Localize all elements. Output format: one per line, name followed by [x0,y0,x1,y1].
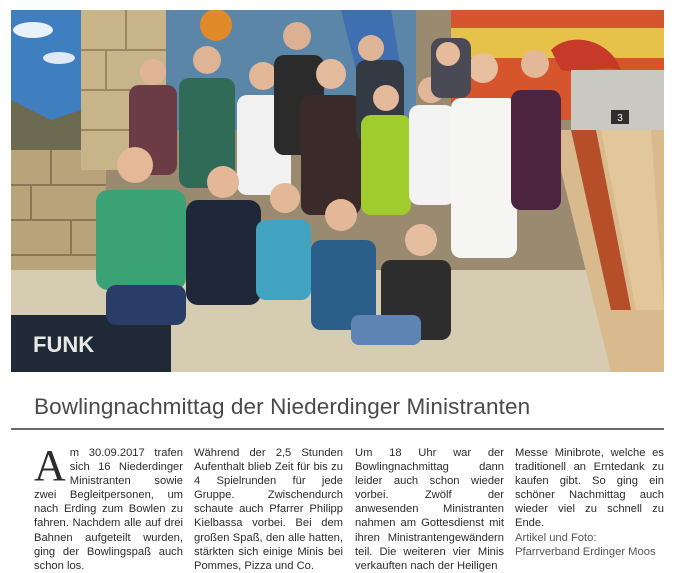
lane-number: 3 [617,113,623,124]
article-text-3: Um 18 Uhr war der Bowlingnachmittag dann leider auch schon wieder vorbei. Zwölf der anwesenden Ministranten nahmen am Gottesdienst mit ihren Ministrantengewändern teil. Die weiteren vier Minis verkauften nach der Heiligen [355,447,504,572]
photo-credit: Artikel und Foto: Pfarrverband Erdinger Moos [515,531,656,558]
article-column-3 [355,446,504,573]
article-text-2: Während der 2,5 Stunden Aufenthalt blieb Zeit für bis zu 4 Spielrunden für jede Gruppe. Zwischendurch schaute auch Pfarrer Philipp Kielbassa vorbei. Bei dem großen Spaß, den alle hatten, stärkten sich einige Minis bei Pommes, Pizza und Co. [194,447,343,572]
article-column-1 [34,441,183,573]
article-text-1: m 30.09.2017 trafen sich 16 Niederdinger Ministranten sowie zwei Begleitpersonen, um nach Erding zum Bowlen zu fahren. Nachdem alle auf drei Bahnen aufgeteilt wurden, ging der Bowlingspaß auch schon los. [34,447,183,572]
drop-cap: A [34,441,66,490]
article-column-4 [515,446,664,559]
article-column-2 [194,446,343,573]
bowling-sign: FUNK [33,332,95,357]
headline-divider [11,428,664,430]
group-photo [11,10,664,372]
article-text-4: Messe Minibrote, welche es traditionell an Erntedank zu kaufen gibt. So ging ein schöner Nachmittag auch wieder viel zu schnell zu Ende. [515,447,664,530]
article-headline: Bowlingnachmittag der Niederdinger Ministranten [34,394,531,419]
